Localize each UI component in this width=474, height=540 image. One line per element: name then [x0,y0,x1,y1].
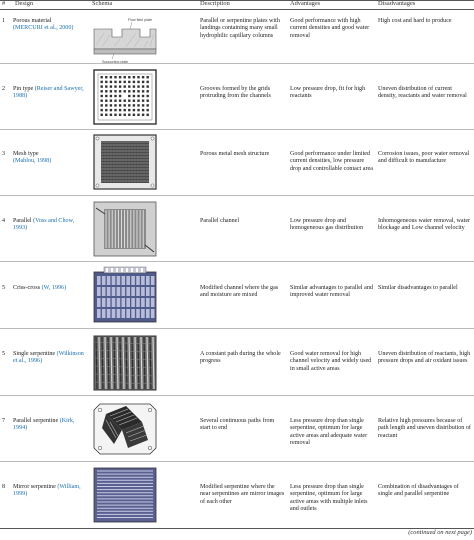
row-advantages: Less pressure drop than single serpentine, optimum for large active areas with multiple inlets and outlets [290,484,368,512]
design-reference-link[interactable]: (Wilkinson et al., 1996) [13,351,84,365]
continued-note: (continued on next page) [408,529,472,536]
design-name: Single serpentine [13,351,56,357]
row-disadvantages: Relative high pressures because of path length and uneven distribution of reactant [378,418,471,439]
design-name: Criss-cross [13,285,41,291]
design-name: Mirror serpentine [13,484,56,490]
row-number: 1 [2,18,6,24]
row-design [13,351,87,366]
row-number: 2 [2,86,6,92]
design-name: Parallel [13,218,32,224]
row-description: Porous metal mesh structure [200,151,270,157]
header-design: Design [15,0,34,7]
row-advantages: Low pressure drop, fit for high reactants [290,86,366,100]
row-design [13,418,87,433]
design-reference-link[interactable]: (Kirk, 1994) [13,418,75,432]
design-reference-link[interactable]: (MERCURI et al., 2000) [13,25,74,32]
design-name: Mesh type [13,151,39,157]
header-num: # [2,0,6,7]
row-advantages: Less pressure drop than single serpentine, optimum for large active areas and adequate water removal [290,418,368,446]
row-disadvantages: Corrosion issues, poor water removal and difficult to manufacture [378,151,470,165]
row-number: 7 [2,418,6,424]
row-advantages: Low pressure drop and homogeneous gas distribution [290,218,364,232]
row-design [13,484,87,499]
row-number: 5 [2,285,6,291]
schema-pin-type [92,68,158,126]
row-divider [0,461,474,462]
row-advantages: Similar advantages to parallel and improved water removal [290,285,373,299]
row-description: Parallel or serpentine plates with landings containing many small hydrophilic capillary columns [200,18,280,39]
row-number: 5 [2,351,6,357]
schema-mesh-type [92,133,158,191]
row-divider [0,395,474,396]
header-description: Description [200,0,230,7]
header-schema: Schema [92,0,113,7]
row-divider [0,195,474,196]
row-design [13,86,87,101]
row-description: Modified channel where the gas and moisture are mixed [200,285,279,299]
design-reference-link[interactable]: (William, 1999) [13,484,81,498]
design-name: Porous material [13,18,52,24]
schema-parallel-serpentine [92,400,158,458]
schema-parallel [92,200,158,258]
schema-mirror-serpentine [92,466,158,524]
row-design [13,18,87,33]
row-divider [0,261,474,262]
row-disadvantages: Uneven distribution of current density, reactants and water removal [378,86,467,100]
row-number: 3 [2,151,6,157]
row-disadvantages: Inhomogeneous water removal, water blockage and Low channel velocity [378,218,471,232]
design-reference-link[interactable]: (Reiser and Sawyer, 1988) [13,86,84,100]
row-disadvantages: Similar disadvantages to parallel [378,285,458,291]
row-design [13,285,87,292]
row-design [13,151,87,166]
row-disadvantages: Combination of disadvantages of single and parallel serpentine [378,484,459,498]
schema-porous-material [92,15,158,65]
row-description: A constant path during the whole progress [200,351,281,365]
design-reference-link[interactable]: (Mahlou, 1998) [13,158,52,165]
design-name: Pin type [13,86,34,92]
row-advantages: Good performance with high current densities and good water removal [290,18,370,39]
design-name: Parallel serpentine [13,418,59,424]
row-description: Modified serpentine where the near serpentines are mirror images of each other [200,484,285,505]
row-design [13,218,87,233]
row-divider [0,129,474,130]
row-number: 8 [2,484,6,490]
header-rule [0,9,474,10]
row-disadvantages: High cost and hard to produce [378,18,452,24]
header-advantages: Advantages [290,0,321,7]
row-description: Several continuous paths from start to end [200,418,275,432]
schema-criss-cross [92,266,158,324]
row-description: Grooves formed by the grids protruding from the channels [200,86,271,100]
row-number: 4 [2,218,6,224]
table-bottom-rule [0,528,474,529]
row-divider [0,328,474,329]
schema-label-bottom: Supporting plate [102,60,129,64]
header-disadvantages: Disadvantages [378,0,416,7]
row-advantages: Good water removal for high channel velocity and widely used in small active areas [290,351,372,372]
schema-single-serpentine [92,334,158,392]
row-description: Parallel channel [200,218,240,224]
row-divider [0,63,474,64]
row-disadvantages: Uneven distribution of reactants, high pressure drops and air oxidant issues [378,351,471,365]
design-reference-link[interactable]: (Voss and Chow, 1993) [13,218,75,232]
row-advantages: Good performance under limited current densities, low pressure drop and controllable contact area [290,151,373,172]
design-reference-link[interactable]: (W, 1996) [41,285,67,291]
schema-label-top: Flow field plate [128,18,152,22]
